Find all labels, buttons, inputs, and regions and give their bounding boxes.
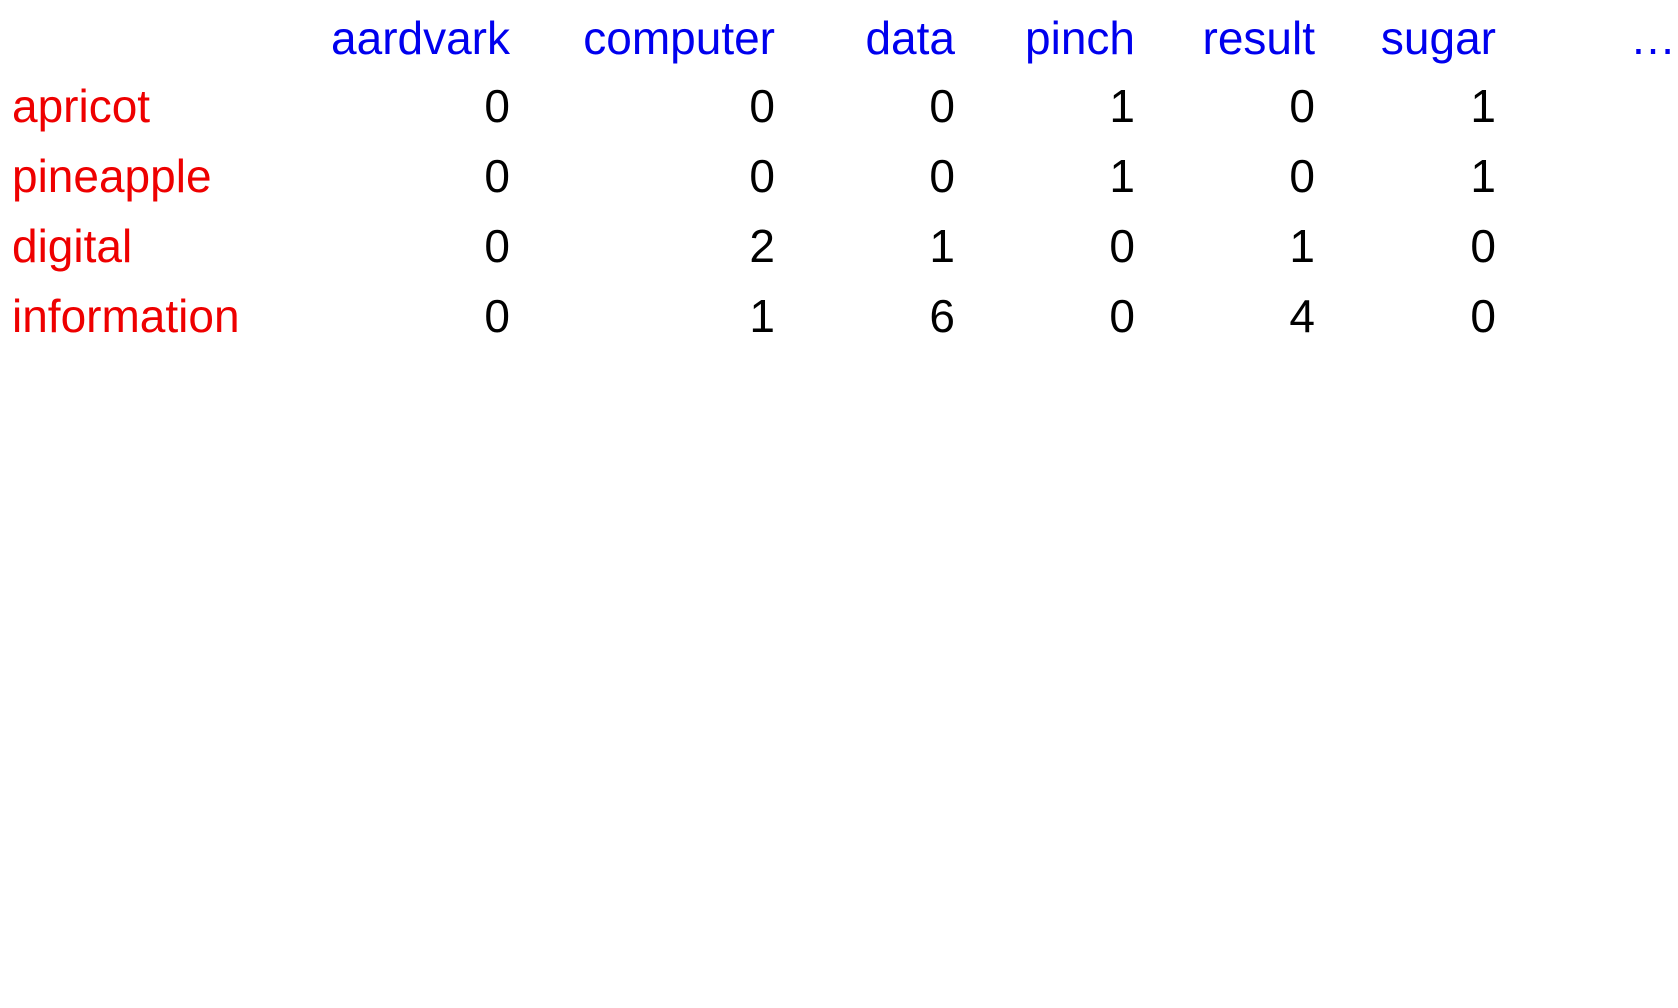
cell-pineapple-data: 0 — [929, 150, 955, 202]
cell-pineapple-result: 0 — [1289, 150, 1315, 202]
cell-apricot-result: 0 — [1289, 80, 1315, 132]
column-header-pinch: pinch — [1025, 12, 1135, 64]
cell-digital-computer: 2 — [749, 220, 775, 272]
row-header-apricot: apricot — [12, 80, 151, 132]
cell-information-aardvark: 0 — [484, 290, 510, 342]
cell-pineapple-pinch: 1 — [1109, 150, 1135, 202]
cell-pineapple-sugar: 1 — [1470, 150, 1496, 202]
cell-digital-result: 1 — [1289, 220, 1315, 272]
column-header-aardvark: aardvark — [331, 12, 510, 64]
row-header-information: information — [12, 290, 240, 342]
cell-digital-aardvark: 0 — [484, 220, 510, 272]
cell-apricot-computer: 0 — [749, 80, 775, 132]
cell-pineapple-aardvark: 0 — [484, 150, 510, 202]
cell-information-data: 6 — [929, 290, 955, 342]
cell-apricot-data: 0 — [929, 80, 955, 132]
cell-information-result: 4 — [1289, 290, 1315, 342]
cell-information-pinch: 0 — [1109, 290, 1135, 342]
row-header-pineapple: pineapple — [12, 150, 212, 202]
column-header-ellipsis: … — [1630, 12, 1676, 64]
cell-information-sugar: 0 — [1470, 290, 1496, 342]
column-header-result: result — [1202, 12, 1315, 64]
cell-information-computer: 1 — [749, 290, 775, 342]
row-header-digital: digital — [12, 220, 133, 272]
cell-apricot-sugar: 1 — [1470, 80, 1496, 132]
cell-apricot-pinch: 1 — [1109, 80, 1135, 132]
column-header-computer: computer — [583, 12, 775, 64]
cell-digital-pinch: 0 — [1109, 220, 1135, 272]
cell-digital-data: 1 — [929, 220, 955, 272]
cell-pineapple-computer: 0 — [749, 150, 775, 202]
cell-digital-sugar: 0 — [1470, 220, 1496, 272]
column-header-sugar: sugar — [1380, 12, 1496, 64]
column-header-data: data — [865, 12, 955, 64]
cell-apricot-aardvark: 0 — [484, 80, 510, 132]
